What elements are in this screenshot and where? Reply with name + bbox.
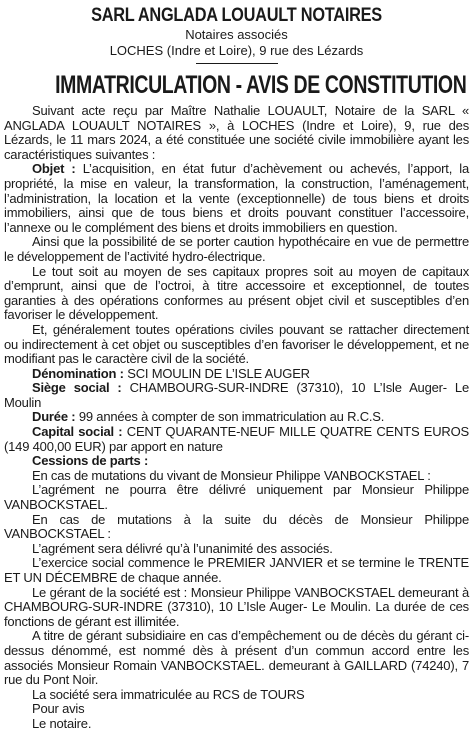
separator-rule xyxy=(196,63,278,64)
denomination-label: Dénomination : xyxy=(32,365,124,381)
siege-line xyxy=(4,381,469,410)
pour-avis-line: Pour avis xyxy=(32,701,85,717)
caution-paragraph: Ainsi que la possibilité de se porter caution hypothécaire en vue de permettre le développement de l’activité hydro-électrique. xyxy=(4,234,469,264)
firm-subtitle: Notaires associés xyxy=(185,27,288,42)
cessions-heading xyxy=(4,454,469,469)
capital-line xyxy=(4,425,469,454)
signature-line: Le notaire. xyxy=(32,715,92,731)
agrement-paragraph-1: L’agrément ne pourra être délivré uniquement par Monsieur Philippe VANBOCKSTAEL. xyxy=(4,482,469,513)
gerant-paragraph: Le gérant de la société est : Monsieur Philippe VANBOCKSTAEL demeurant à CHAMBOURG-SUR-INDRE (37310), 10 L’Isle Auger- Le Moulin. La durée de ces fonctions de gérant est illimitée. xyxy=(4,584,469,629)
objet-text: L’acquisition, en état futur d’achèvement ou achevés, l’apport, la propriété, la mise en valeur, la transformation, la construction, l’aménagement, l’administration, la location et la vente (exceptionnelle) de tous biens et droits immobiliers, ainsi que de tous biens et droits pouvant constituer l’accessoire, l’annexe ou le complément des biens et droits immobiliers en question. xyxy=(4,161,470,235)
general-paragraph: Et, généralement toutes opérations civiles pouvant se rattacher directement ou indirectement à cet objet ou susceptibles d’en favoriser le développement, et ne modifiant pas le caractère civil de la société. xyxy=(4,321,469,367)
cessions-label: Cessions de parts : xyxy=(32,453,149,469)
firm-name: SARL ANGLADA LOUAULT NOTAIRES xyxy=(91,5,382,26)
notice-body xyxy=(4,104,469,732)
duree-value: 99 années à compter de son immatriculation au R.C.S. xyxy=(78,409,385,425)
denomination-value: SCI MOULIN DE L’ISLE AUGER xyxy=(127,365,310,381)
objet-label: Objet : xyxy=(32,161,76,177)
rcs-line: La société sera immatriculée au RCS de TOURS xyxy=(32,686,305,702)
duree-label: Durée : xyxy=(32,409,76,425)
objet-paragraph xyxy=(4,162,469,235)
deces-paragraph: En cas de mutations à la suite du décès de Monsieur Philippe VANBOCKSTAEL : xyxy=(4,511,469,542)
subsidiaire-paragraph: A titre de gérant subsidiaire en cas d’empêchement ou de décès du gérant ci-dessus dénommé, est nommé dès à présent d’un commun accord entre les associés Monsieur Romain VANBOCKSTAEL. demeurant à GAILLARD (74240), 7 rue du Pont Noir. xyxy=(4,628,469,688)
firm-address: LOCHES (Indre et Loire), 9 rue des Lézards xyxy=(109,43,364,58)
agrement-paragraph-2: L’agrément sera délivré qu’à l’unanimité des associés. xyxy=(32,540,333,556)
duree-line xyxy=(4,410,469,425)
siege-label: Siège social : xyxy=(32,380,122,396)
capital-label: Capital social : xyxy=(32,424,123,440)
denomination-line xyxy=(4,367,469,382)
capital-value: CENT QUARANTE-NEUF MILLE QUATRE CENTS EUROS (149 400,00 EUR) par apport en nature xyxy=(4,424,469,454)
notice-title: IMMATRICULATION - AVIS DE CONSTITUTION xyxy=(55,71,467,99)
exercice-paragraph: L’exercice social commence le PREMIER JANVIER et se termine le TRENTE ET UN DÉCEMBRE de chaque année. xyxy=(4,555,469,585)
moyen-paragraph: Le tout soit au moyen de ses capitaux propres soit au moyen de capitaux d’emprunt, ainsi que de l’octroi, à titre accessoire et exceptionnel, de toutes garanties à des opérations conformes au présent objet civil et susceptibles d’en favoriser le développement. xyxy=(4,263,469,323)
intro-paragraph: Suivant acte reçu par Maître Nathalie LOUAULT, Notaire de la SARL « ANGLADA LOUAULT NOTAIRES », à LOCHES (Indre et Loire), 9, rue des Lézards, le 11 mars 2024, a été constituée une société civile immobilière ayant les caractéristiques suivantes : xyxy=(4,103,469,162)
vivant-paragraph: En cas de mutations du vivant de Monsieur Philippe VANBOCKSTAEL : xyxy=(32,467,431,483)
siege-value: CHAMBOURG-SUR-INDRE (37310), 10 L’Isle Auger- Le Moulin xyxy=(4,380,469,410)
